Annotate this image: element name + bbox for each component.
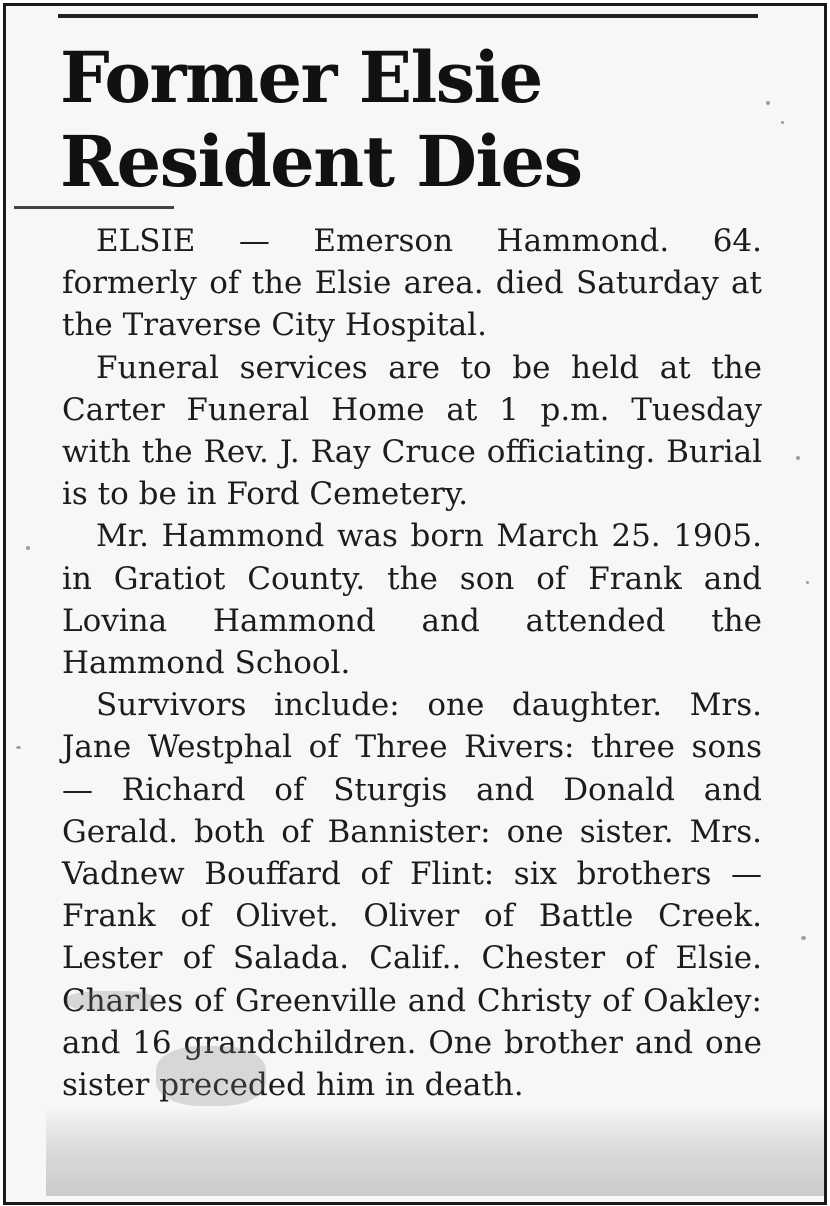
headline-line-1: Former Elsie bbox=[60, 36, 542, 119]
print-speck bbox=[801, 936, 806, 940]
print-smudge bbox=[156, 1046, 266, 1106]
paragraph-funeral: Funeral services are to be held at the Carter Funeral Home at 1 p.m. Tuesday with the Rev. J. Ray Cruce officiating. Burial is to be in Ford Cemetery. bbox=[62, 349, 762, 513]
print-speck bbox=[26, 546, 30, 550]
print-speck bbox=[16, 746, 21, 749]
clipping-frame bbox=[3, 3, 827, 1205]
article-body bbox=[62, 220, 762, 1106]
paragraph-lead: ELSIE — Emerson Hammond. 64. formerly of the Elsie area. died Saturday at the Traverse City Hospital. bbox=[62, 223, 762, 344]
headline-rule bbox=[14, 206, 174, 209]
bottom-smudge bbox=[46, 1106, 826, 1196]
top-rule bbox=[58, 14, 758, 18]
paragraph-biography: Mr. Hammond was born March 25. 1905. in Gratiot County. the son of Frank and Lovina Hammond and attended the Hammond School. bbox=[62, 518, 762, 682]
print-speck bbox=[796, 456, 800, 460]
print-smudge bbox=[66, 991, 156, 1011]
headline-line-2: Resident Dies bbox=[60, 120, 582, 203]
paragraph-survivors: Survivors include: one daughter. Mrs. Jane Westphal of Three Rivers: three sons — Richard of Sturgis and Donald and Gerald. both of Bannister: one sister. Mrs. Vadnew Bouffard of Flint: six brothers — Frank of Olivet. Oliver of Battle Creek. Lester of Salada. Calif.. Chester of Elsie. Charles of Greenville and Christy of Oakley: and 16 grandchildren. One brother and one sister preceded him in death. bbox=[62, 687, 762, 1104]
headline bbox=[60, 36, 582, 204]
print-speck bbox=[781, 121, 784, 124]
print-speck bbox=[806, 581, 809, 584]
print-speck bbox=[766, 101, 770, 105]
